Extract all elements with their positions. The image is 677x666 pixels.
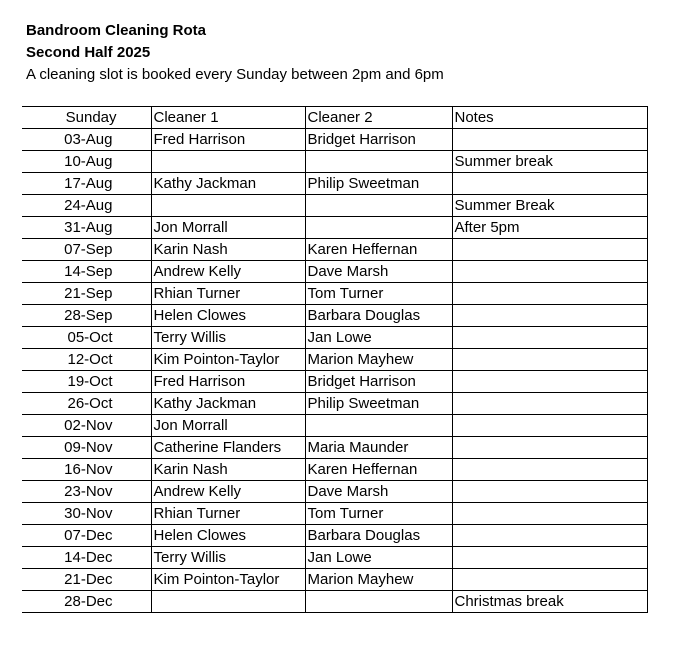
notes-cell: [452, 503, 647, 525]
table-row: [22, 151, 647, 173]
notes-cell: [452, 173, 647, 195]
cleaner-2-cell: Karen Heffernan: [305, 239, 452, 261]
notes-cell: [452, 459, 647, 481]
cleaner-1-cell: Kim Pointon-Taylor: [151, 569, 305, 591]
table-row: [22, 503, 647, 525]
date-cell: 26-Oct: [22, 393, 151, 415]
cleaner-1-cell: [151, 195, 305, 217]
date-cell: 24-Aug: [22, 195, 151, 217]
cleaner-1-cell: Andrew Kelly: [151, 481, 305, 503]
table-row: [22, 393, 647, 415]
cleaner-2-cell: Marion Mayhew: [305, 349, 452, 371]
date-cell: 02-Nov: [22, 415, 151, 437]
cleaner-1-cell: Fred Harrison: [151, 129, 305, 151]
table-row: [22, 415, 647, 437]
table-row: [22, 525, 647, 547]
rota-table-header: [22, 107, 647, 129]
notes-cell: [452, 393, 647, 415]
column-header-sunday: Sunday: [22, 107, 151, 129]
cleaner-1-cell: [151, 151, 305, 173]
column-header-cleaner-2: Cleaner 2: [305, 107, 452, 129]
table-row: [22, 283, 647, 305]
rota-table: [22, 106, 648, 613]
date-cell: 30-Nov: [22, 503, 151, 525]
table-row: [22, 129, 647, 151]
notes-cell: Christmas break: [452, 591, 647, 613]
notes-cell: [452, 327, 647, 349]
notes-cell: Summer Break: [452, 195, 647, 217]
date-cell: 19-Oct: [22, 371, 151, 393]
header-row: [22, 107, 647, 129]
cleaner-2-cell: [305, 195, 452, 217]
notes-cell: [452, 283, 647, 305]
table-row: [22, 591, 647, 613]
cleaner-1-cell: Karin Nash: [151, 459, 305, 481]
cleaner-2-cell: [305, 415, 452, 437]
table-row: [22, 437, 647, 459]
table-row: [22, 481, 647, 503]
date-cell: 07-Sep: [22, 239, 151, 261]
cleaner-1-cell: Catherine Flanders: [151, 437, 305, 459]
cleaner-2-cell: Maria Maunder: [305, 437, 452, 459]
date-cell: 28-Sep: [22, 305, 151, 327]
notes-cell: After 5pm: [452, 217, 647, 239]
date-cell: 14-Sep: [22, 261, 151, 283]
cleaner-1-cell: Karin Nash: [151, 239, 305, 261]
cleaner-2-cell: [305, 217, 452, 239]
date-cell: 10-Aug: [22, 151, 151, 173]
document-header: [26, 20, 444, 86]
table-row: [22, 195, 647, 217]
date-cell: 23-Nov: [22, 481, 151, 503]
notes-cell: Summer break: [452, 151, 647, 173]
date-cell: 21-Sep: [22, 283, 151, 305]
notes-cell: [452, 525, 647, 547]
cleaner-1-cell: Jon Morrall: [151, 217, 305, 239]
cleaner-2-cell: Barbara Douglas: [305, 305, 452, 327]
table-row: [22, 173, 647, 195]
cleaner-2-cell: Dave Marsh: [305, 261, 452, 283]
cleaner-2-cell: Philip Sweetman: [305, 393, 452, 415]
cleaner-1-cell: Helen Clowes: [151, 525, 305, 547]
table-row: [22, 217, 647, 239]
rota-table-body: [22, 129, 647, 613]
date-cell: 14-Dec: [22, 547, 151, 569]
cleaner-2-cell: Dave Marsh: [305, 481, 452, 503]
page-subtitle: Second Half 2025: [26, 44, 151, 61]
notes-cell: [452, 371, 647, 393]
cleaner-1-cell: Helen Clowes: [151, 305, 305, 327]
table-row: [22, 371, 647, 393]
date-cell: 12-Oct: [22, 349, 151, 371]
table-row: [22, 459, 647, 481]
notes-cell: [452, 481, 647, 503]
notes-cell: [452, 415, 647, 437]
page-title: Bandroom Cleaning Rota: [26, 22, 207, 39]
cleaner-2-cell: [305, 591, 452, 613]
notes-cell: [452, 239, 647, 261]
cleaner-1-cell: Rhian Turner: [151, 283, 305, 305]
table-row: [22, 327, 647, 349]
date-cell: 28-Dec: [22, 591, 151, 613]
date-cell: 07-Dec: [22, 525, 151, 547]
table-row: [22, 261, 647, 283]
cleaner-2-cell: Karen Heffernan: [305, 459, 452, 481]
cleaner-2-cell: Jan Lowe: [305, 547, 452, 569]
date-cell: 03-Aug: [22, 129, 151, 151]
cleaner-2-cell: [305, 151, 452, 173]
notes-cell: [452, 569, 647, 591]
table-row: [22, 239, 647, 261]
column-header-notes: Notes: [452, 107, 647, 129]
cleaner-1-cell: Terry Willis: [151, 327, 305, 349]
cleaner-1-cell: Kathy Jackman: [151, 393, 305, 415]
cleaner-1-cell: Kathy Jackman: [151, 173, 305, 195]
cleaner-2-cell: Bridget Harrison: [305, 371, 452, 393]
table-row: [22, 305, 647, 327]
cleaner-2-cell: Philip Sweetman: [305, 173, 452, 195]
cleaner-2-cell: Bridget Harrison: [305, 129, 452, 151]
notes-cell: [452, 261, 647, 283]
cleaner-2-cell: Tom Turner: [305, 283, 452, 305]
notes-cell: [452, 437, 647, 459]
cleaner-1-cell: Terry Willis: [151, 547, 305, 569]
notes-cell: [452, 129, 647, 151]
cleaner-1-cell: Rhian Turner: [151, 503, 305, 525]
cleaner-2-cell: Jan Lowe: [305, 327, 452, 349]
cleaner-2-cell: Barbara Douglas: [305, 525, 452, 547]
date-cell: 17-Aug: [22, 173, 151, 195]
cleaner-1-cell: Jon Morrall: [151, 415, 305, 437]
date-cell: 16-Nov: [22, 459, 151, 481]
intro-note: A cleaning slot is booked every Sunday between 2pm and 6pm: [26, 66, 444, 83]
date-cell: 09-Nov: [22, 437, 151, 459]
notes-cell: [452, 305, 647, 327]
table-row: [22, 547, 647, 569]
notes-cell: [452, 547, 647, 569]
cleaner-2-cell: Tom Turner: [305, 503, 452, 525]
cleaner-1-cell: Kim Pointon-Taylor: [151, 349, 305, 371]
date-cell: 31-Aug: [22, 217, 151, 239]
cleaner-1-cell: [151, 591, 305, 613]
table-row: [22, 349, 647, 371]
cleaner-1-cell: Fred Harrison: [151, 371, 305, 393]
date-cell: 21-Dec: [22, 569, 151, 591]
table-row: [22, 569, 647, 591]
cleaner-1-cell: Andrew Kelly: [151, 261, 305, 283]
date-cell: 05-Oct: [22, 327, 151, 349]
column-header-cleaner-1: Cleaner 1: [151, 107, 305, 129]
cleaner-2-cell: Marion Mayhew: [305, 569, 452, 591]
notes-cell: [452, 349, 647, 371]
